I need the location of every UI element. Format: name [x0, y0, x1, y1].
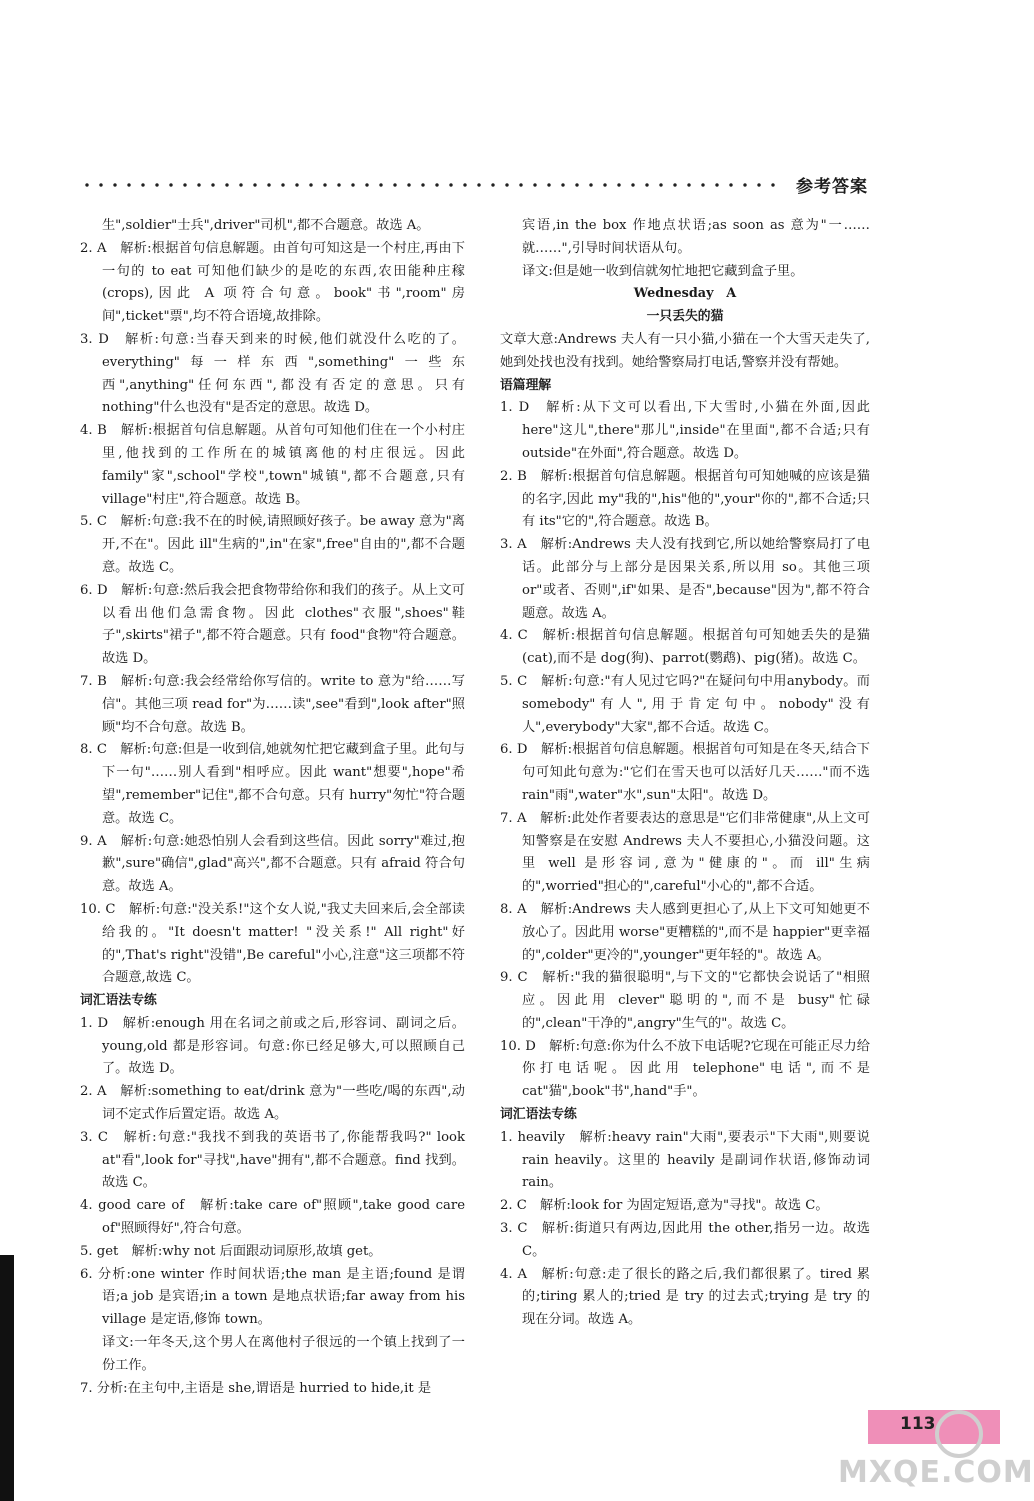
answer-paragraph: 译文:一年冬天,这个男人在离他村子很远的一个镇上找到了一份工作。 [102, 1335, 465, 1373]
answer-paragraph: 生",soldier"士兵",driver"司机",都不合题意。故选 A。 [102, 218, 430, 233]
answer-paragraph: 7. A 解析:此处作者要表达的意思是"它们非常健康",从上文可知警察是在安慰 Andrews 夫人不要担心,小猫没问题。这里 well 是形容词,意为"健康的"。而 ill"生病的",worried"担心的",careful"小心的",都不合适。 [500, 810, 870, 895]
section-heading: 语篇理解 [500, 377, 552, 393]
page-number: 113 [900, 1414, 936, 1434]
binding-edge-bar [0, 1255, 14, 1501]
section-heading: 词汇语法专练 [500, 1107, 577, 1123]
answer-paragraph: 9. C 解析:"我的猫很聪明",与下文的"它都快会说话了"相照应。因此用 clever"聪明的",而不是 busy"忙碌的",clean"干净的",angry"生气的"。故选 C。 [500, 970, 870, 1031]
answer-paragraph: 4. B 解析:根据首句信息解题。从首句可知他们住在一个小村庄里,他找到的工作所在的城镇离他的村庄很远。因此 family"家",school"学校",town"城镇",都不合题意,只有 village"村庄",符合题意。故选 B。 [80, 423, 465, 507]
answer-paragraph: 2. C 解析:look for 为固定短语,意为"寻找"。故选 C。 [500, 1198, 829, 1214]
answer-paragraph: 4. A 解析:句意:走了很长的路之后,我们都很累了。tired 累的;tiring 累人的;tried 是 try 的过去式;trying 是 try 的现在分词。故选 A。 [500, 1266, 870, 1328]
dotted-rule [80, 182, 780, 188]
section-heading: 词汇语法专练 [80, 993, 157, 1009]
answer-paragraph: 宾语,in the box 作地点状语;as soon as 意为"一……就……",引导时间状语从句。 [522, 218, 870, 256]
answer-paragraph: 3. C 解析:街道只有两边,因此用 the other,指另一边。故选 C。 [500, 1221, 870, 1259]
answer-paragraph: 6. 分析:one winter 作时间状语;the man 是主语;found 是谓语;a job 是宾语;in a town 是地点状语;far away from his village 是定语,修饰 town。 [80, 1266, 465, 1328]
header-title: 参考答案 [796, 177, 868, 197]
answer-paragraph: 4. good care of 解析:take care of"照顾",take good care of"照顾得好",符合句意。 [80, 1198, 465, 1237]
answer-paragraph: 文章大意:Andrews 夫人有一只小猫,小猫在一个大雪天走失了,她到处找也没有找到。她给警察局打电话,警察并没有帮她。 [500, 331, 870, 370]
answer-paragraph: 5. get 解析:why not 后面跟动词原形,故填 get。 [80, 1243, 382, 1259]
answer-paragraph: 8. C 解析:句意:但是一收到信,她就匆忙把它藏到盒子里。此句与下一句"……别人看到"相呼应。因此 want"想要",hope"希望",remember"记住",都不合句意。只有 hurry"匆忙"符合题意。故选 C。 [80, 742, 465, 826]
answer-paragraph: 7. 分析:在主句中,主语是 she,谓语是 hurried to hide,it 是 [80, 1380, 432, 1396]
answer-paragraph: 7. B 解析:句意:我会经常给你写信的。write to 意为"给……写信"。其他三项 read for"为……读",see"看到",look after"照顾"均不合句意。故选 B。 [80, 673, 465, 735]
answer-paragraph: 6. D 解析:根据首句信息解题。根据首句可知是在冬天,结合下句可知此句意为:"它们在雪天也可以活好几天……"而不选 rain"雨",water"水",sun"太阳"。故选 D。 [500, 742, 870, 803]
answer-paragraph: 9. A 解析:句意:她恐怕别人会看到这些信。因此 sorry"难过,抱歉",sure"确信",glad"高兴",都不合题意。只有 afraid 符合句意。故选 A。 [80, 833, 465, 895]
page-header [80, 172, 870, 198]
answer-paragraph: 译文:但是她一收到信就匆忙地把它藏到盒子里。 [522, 263, 804, 279]
article-heading: 一只丢失的猫 [646, 309, 724, 325]
answer-paragraph: 2. A 解析:根据首句信息解题。由首句可知这是一个村庄,再由下一句的 to eat 可知他们缺少的是吃的东西,农田能种庄稼(crops),因此 A 项符合句意。book"书",room"房间",ticket"票",均不符合语境,故排除。 [80, 240, 465, 325]
article-heading: Wednesday A [633, 286, 737, 302]
watermark-text: MXQE.COM [838, 1455, 1034, 1490]
answer-paragraph: 5. C 解析:句意:"有人见过它吗?"在疑问句中用anybody。而 somebody"有人",用于肯定句中。nobody"没有人",everybody"大家",都不合适。故选 C。 [500, 673, 870, 735]
watermark-logo-icon [935, 1410, 983, 1458]
answer-paragraph: 10. D 解析:句意:你为什么不放下电话呢?它现在可能正尽力给你打电话呢。因此用 telephone"电话",而不是 cat"猫",book"书",hand"手"。 [500, 1038, 870, 1100]
answer-paragraph: 6. D 解析:句意:然后我会把食物带给你和我们的孩子。从上文可以看出他们急需食物。因此 clothes"衣服",shoes"鞋子",skirts"裙子",都不符合题意。只有 food"食物"符合题意。故选 D。 [80, 582, 465, 667]
answer-paragraph: 8. A 解析:Andrews 夫人感到更担心了,从上下文可知她更不放心了。因此用 worse"更糟糕的",而不是 happier"更幸福的",colder"更冷的",younger"更年轻的"。故选 A。 [500, 901, 870, 963]
answer-paragraph: 1. heavily 解析:heavy rain"大雨",要表示"下大雨",则要说 rain heavily。这里的 heavily 是副词作状语,修饰动词 rain。 [500, 1129, 870, 1191]
answer-paragraph: 10. C 解析:句意:"没关系!"这个女人说,"我丈夫回来后,会全部读给我的。"It doesn't matter! "没关系!" All right"好的",That's right"没错",Be careful"小心,注意"这三项都不符合题意,故选 C。 [80, 901, 465, 986]
answer-paragraph: 2. B 解析:根据首句信息解题。根据首句可知她喊的应该是猫的名字,因此 my"我的",his"他的",your"你的",都不合适;只有 its"它的",符合题意。故选 B。 [500, 468, 870, 530]
left-column [80, 215, 465, 1400]
answer-paragraph: 3. C 解析:句意:"我找不到我的英语书了,你能帮我吗?" look at"看",look for"寻找",have"拥有",都不合题意。find 找到。故选 C。 [80, 1129, 465, 1191]
answer-paragraph: 3. D 解析:句意:当春天到来的时候,他们就没什么吃的了。everything"每一样东西",something"一些东西",anything"任何东西",都没有否定的意思。只有 nothing"什么也没有"是否定的意思。故选 D。 [80, 331, 465, 416]
answer-paragraph: 5. C 解析:句意:我不在的时候,请照顾好孩子。be away 意为"离开,不在"。因此 ill"生病的",in"在家",free"自由的",都不合题意。故选 C。 [80, 514, 465, 575]
answer-paragraph: 1. D 解析:enough 用在名词之前或之后,形容词、副词之后。young,old 都是形容词。句意:你已经足够大,可以照顾自己了。故选 D。 [80, 1015, 465, 1077]
answer-paragraph: 2. A 解析:something to eat/drink 意为"一些吃/喝的东西",动词不定式作后置定语。故选 A。 [80, 1084, 465, 1123]
answer-paragraph: 1. D 解析:从下文可以看出,下大雪时,小猫在外面,因此 here"这儿",there"那儿",inside"在里面",都不合适;只有 outside"在外面",符合题意。故选 D。 [500, 400, 870, 461]
right-column [500, 215, 870, 1332]
answer-paragraph: 3. A 解析:Andrews 夫人没有找到它,所以她给警察局打了电话。此部分与上部分是因果关系,所以用 so。其他三项 or"或者、否则",if"如果、是否",because"因为",都不符合题意。故选 A。 [500, 537, 870, 621]
answer-paragraph: 4. C 解析:根据首句信息解题。根据首句可知她丢失的是猫(cat),而不是 dog(狗)、parrot(鹦鹉)、pig(猪)。故选 C。 [500, 628, 870, 667]
